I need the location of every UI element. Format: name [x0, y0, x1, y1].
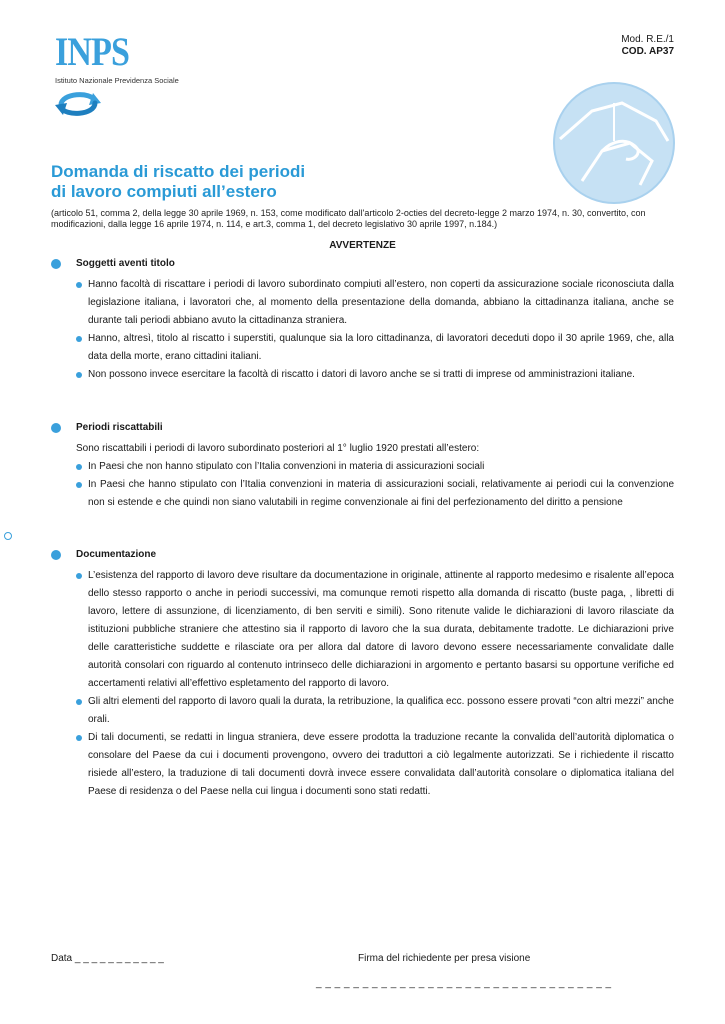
logo-arrows-icon: [55, 87, 101, 119]
list-item: In Paesi che hanno stipulato con l’Italia convenzioni in materia di assicurazioni sociali, relativamente ai periodi cui la convenzione non si estende e che quindi non siano valutabili in regime convenzionale ai fini del perfezionamento del diritto a pensione: [76, 476, 674, 512]
list-item: L’esistenza del rapporto di lavoro deve risultare da documentazione in originale, attinente al rapporto medesimo e risalente all’epoca dello stesso rapporto o anche in periodi successivi, ma comunque remoti rispetto alla domanda di riscatto (buste paga, , libretti di lavoro, lettere di assunzione, di licenziamento, di ben serviti e simili). Sono ritenute valide le dichiarazioni di lavoro rilasciate da istituzioni pubbliche straniere che attestino sia il rapporto di lavoro che la sua durata, debitamente tradotte. Le dichiarazioni prive delle caratteristiche suddette e rilasciate ora per allora dal datore di lavoro devono essere necessariamente convalidate dalle autorità consolari con riguardo al contenuto intrinseco delle dichiarazioni in argomento e pertanto basarsi su opportune verifiche ed accertamenti relativi all’effettivo espletamento del rapporto di lavoro.: [76, 567, 674, 693]
handshake-icon: [552, 81, 676, 205]
section-heading: Periodi riscattabili: [76, 422, 163, 433]
inps-logo: [55, 29, 215, 122]
cod-number: COD. AP37: [621, 46, 674, 57]
mod-number: Mod. R.E./1: [621, 34, 674, 45]
section-bullet-icon: [51, 259, 61, 269]
bullet-icon: [76, 699, 82, 705]
section-body: [76, 567, 674, 801]
bullet-icon: [76, 336, 82, 342]
bullet-icon: [76, 464, 82, 470]
bullet-icon: [76, 482, 82, 488]
date-field[interactable]: Data _ _ _ _ _ _ _ _ _ _ _: [51, 953, 164, 964]
bullet-icon: [76, 372, 82, 378]
section-bullet-icon: [51, 550, 61, 560]
list-item: In Paesi che non hanno stipulato con l’Italia convenzioni in materia di assicurazioni sociali: [76, 458, 674, 476]
bullet-icon: [76, 735, 82, 741]
list-item: Non possono invece esercitare la facoltà di riscatto i datori di lavoro anche se si tratti di imprese od amministrazioni italiane.: [76, 366, 674, 384]
bullet-icon: [76, 282, 82, 288]
signature-field[interactable]: _ _ _ _ _ _ _ _ _ _ _ _ _ _ _ _ _ _ _ _ _ _ _ _ _ _ _ _ _ _ _ _: [316, 978, 612, 989]
page-title: [51, 162, 411, 202]
signature-label: Firma del richiedente per presa visione: [358, 953, 531, 964]
legal-reference: (articolo 51, comma 2, della legge 30 aprile 1969, n. 153, come modificato dall'articolo 2-octies del decreto-legge 2 marzo 1974, n. 30, convertito, con modificazioni, dalla legge 16 aprile 1974, n. 114, e art.3, comma 1, del decreto legislativo 30 aprile 1997, n.184.): [51, 208, 646, 229]
section-heading: Soggetti aventi titolo: [76, 258, 175, 269]
margin-mark-icon: [4, 532, 12, 540]
logo-subtitle: Istituto Nazionale Previdenza Sociale: [55, 76, 179, 85]
list-item: Di tali documenti, se redatti in lingua straniera, deve essere prodotta la traduzione recante la convalida dell’autorità diplomatica o consolare del Paese da cui i documenti provengono, ovvero dei traduttori a ciò legalmente autorizzati. Se i richiedente il riscatto risiede all’estero, la traduzione di tali documenti dovrà invece essere convalidata dall’autorità consolare o diplomatica italiana del Paese di residenza o del Paese nella cui lingua i documenti sono stati redatti.: [76, 729, 674, 801]
list-item: Hanno facoltà di riscattare i periodi di lavoro subordinato compiuti all’estero, non coperti da assicurazione sociale riconosciuta dalla legislazione italiana, i lavoratori che, al momento della presentazione della domanda, abbiano la cittadinanza italiana, anche se durante tali periodi abbiano avuto la cittadinanza straniera.: [76, 276, 674, 330]
logo-text: INPS: [55, 29, 130, 74]
section-intro: Sono riscattabili i periodi di lavoro subordinato posteriori al 1° luglio 1920 prestati all’estero:: [76, 443, 480, 454]
section-bullet-icon: [51, 423, 61, 433]
list-item: Hanno, altresì, titolo al riscatto i superstiti, qualunque sia la loro cittadinanza, di lavoratori deceduti dopo il 30 aprile 1969, che, alla data della morte, erano cittadini italiani.: [76, 330, 674, 366]
avvertenze-heading: AVVERTENZE: [329, 240, 396, 251]
bullet-icon: [76, 573, 82, 579]
section-body: [76, 440, 674, 512]
module-code: [621, 34, 674, 58]
title-line-1: Domanda di riscatto dei periodi: [51, 162, 306, 181]
section-heading: Documentazione: [76, 549, 157, 560]
section-body: [76, 276, 674, 384]
list-item: Gli altri elementi del rapporto di lavoro quali la durata, la retribuzione, la qualifica ecc. possono essere provati “con altri mezzi” anche orali.: [76, 693, 674, 729]
title-line-2: di lavoro compiuti all’estero: [51, 182, 277, 201]
